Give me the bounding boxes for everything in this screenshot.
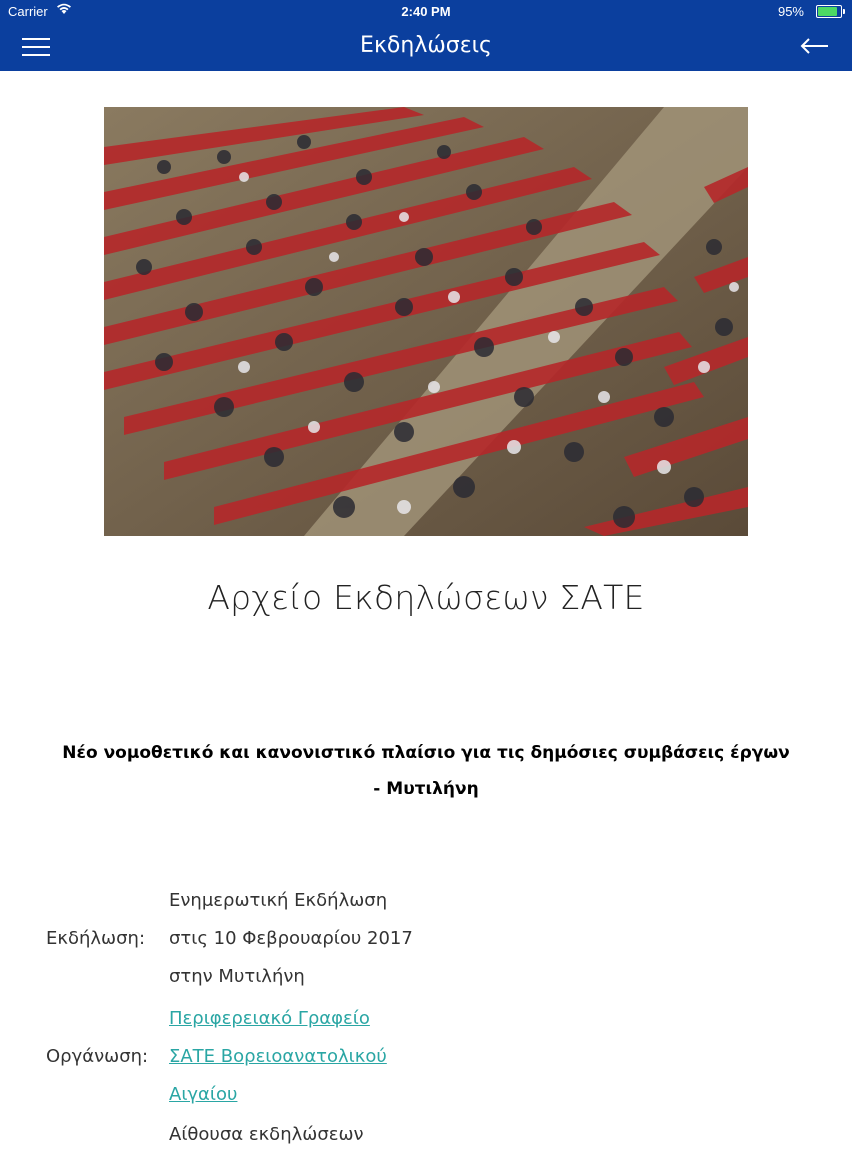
app-header <box>0 0 852 71</box>
battery-percent: 95% <box>777 4 804 19</box>
organizer-link-line-2[interactable]: ΣΑΤΕ Βορειοανατολικού <box>169 1046 387 1067</box>
nav-bar <box>0 22 852 71</box>
carrier-label: Carrier <box>8 4 48 19</box>
arrow-left-icon[interactable] <box>800 34 830 58</box>
organizer-link-line-3[interactable]: Αιγαίου <box>169 1084 238 1105</box>
auditorium-illustration <box>104 107 748 536</box>
event-label: Εκδήλωση: <box>46 928 146 949</box>
organizer-value <box>169 1000 387 1114</box>
event-line-place: στην Μυτιλήνη <box>169 966 305 987</box>
status-bar <box>0 0 852 22</box>
event-heading: Νέο νομοθετικό και κανονιστικό πλαίσιο για τις δημόσιες συμβάσεις έργων - Μυτιλήνη <box>62 743 790 799</box>
event-line-date: στις 10 Φεβρουαρίου 2017 <box>169 928 413 949</box>
organizer-label: Οργάνωση: <box>46 1046 149 1067</box>
hero-image-auditorium <box>104 107 748 536</box>
nav-title: Εκδηλώσεις <box>360 33 492 58</box>
organizer-link-line-1[interactable]: Περιφερειακό Γραφείο <box>169 1008 370 1029</box>
battery-icon <box>816 5 842 18</box>
event-value <box>169 882 413 996</box>
venue-partial: Αίθουσα εκδηλώσεων <box>169 1124 364 1145</box>
status-time: 2:40 PM <box>401 4 451 19</box>
event-line-type: Ενημερωτική Εκδήλωση <box>169 890 388 911</box>
page-title: Αρχείο Εκδηλώσεων ΣΑΤΕ <box>207 578 645 617</box>
